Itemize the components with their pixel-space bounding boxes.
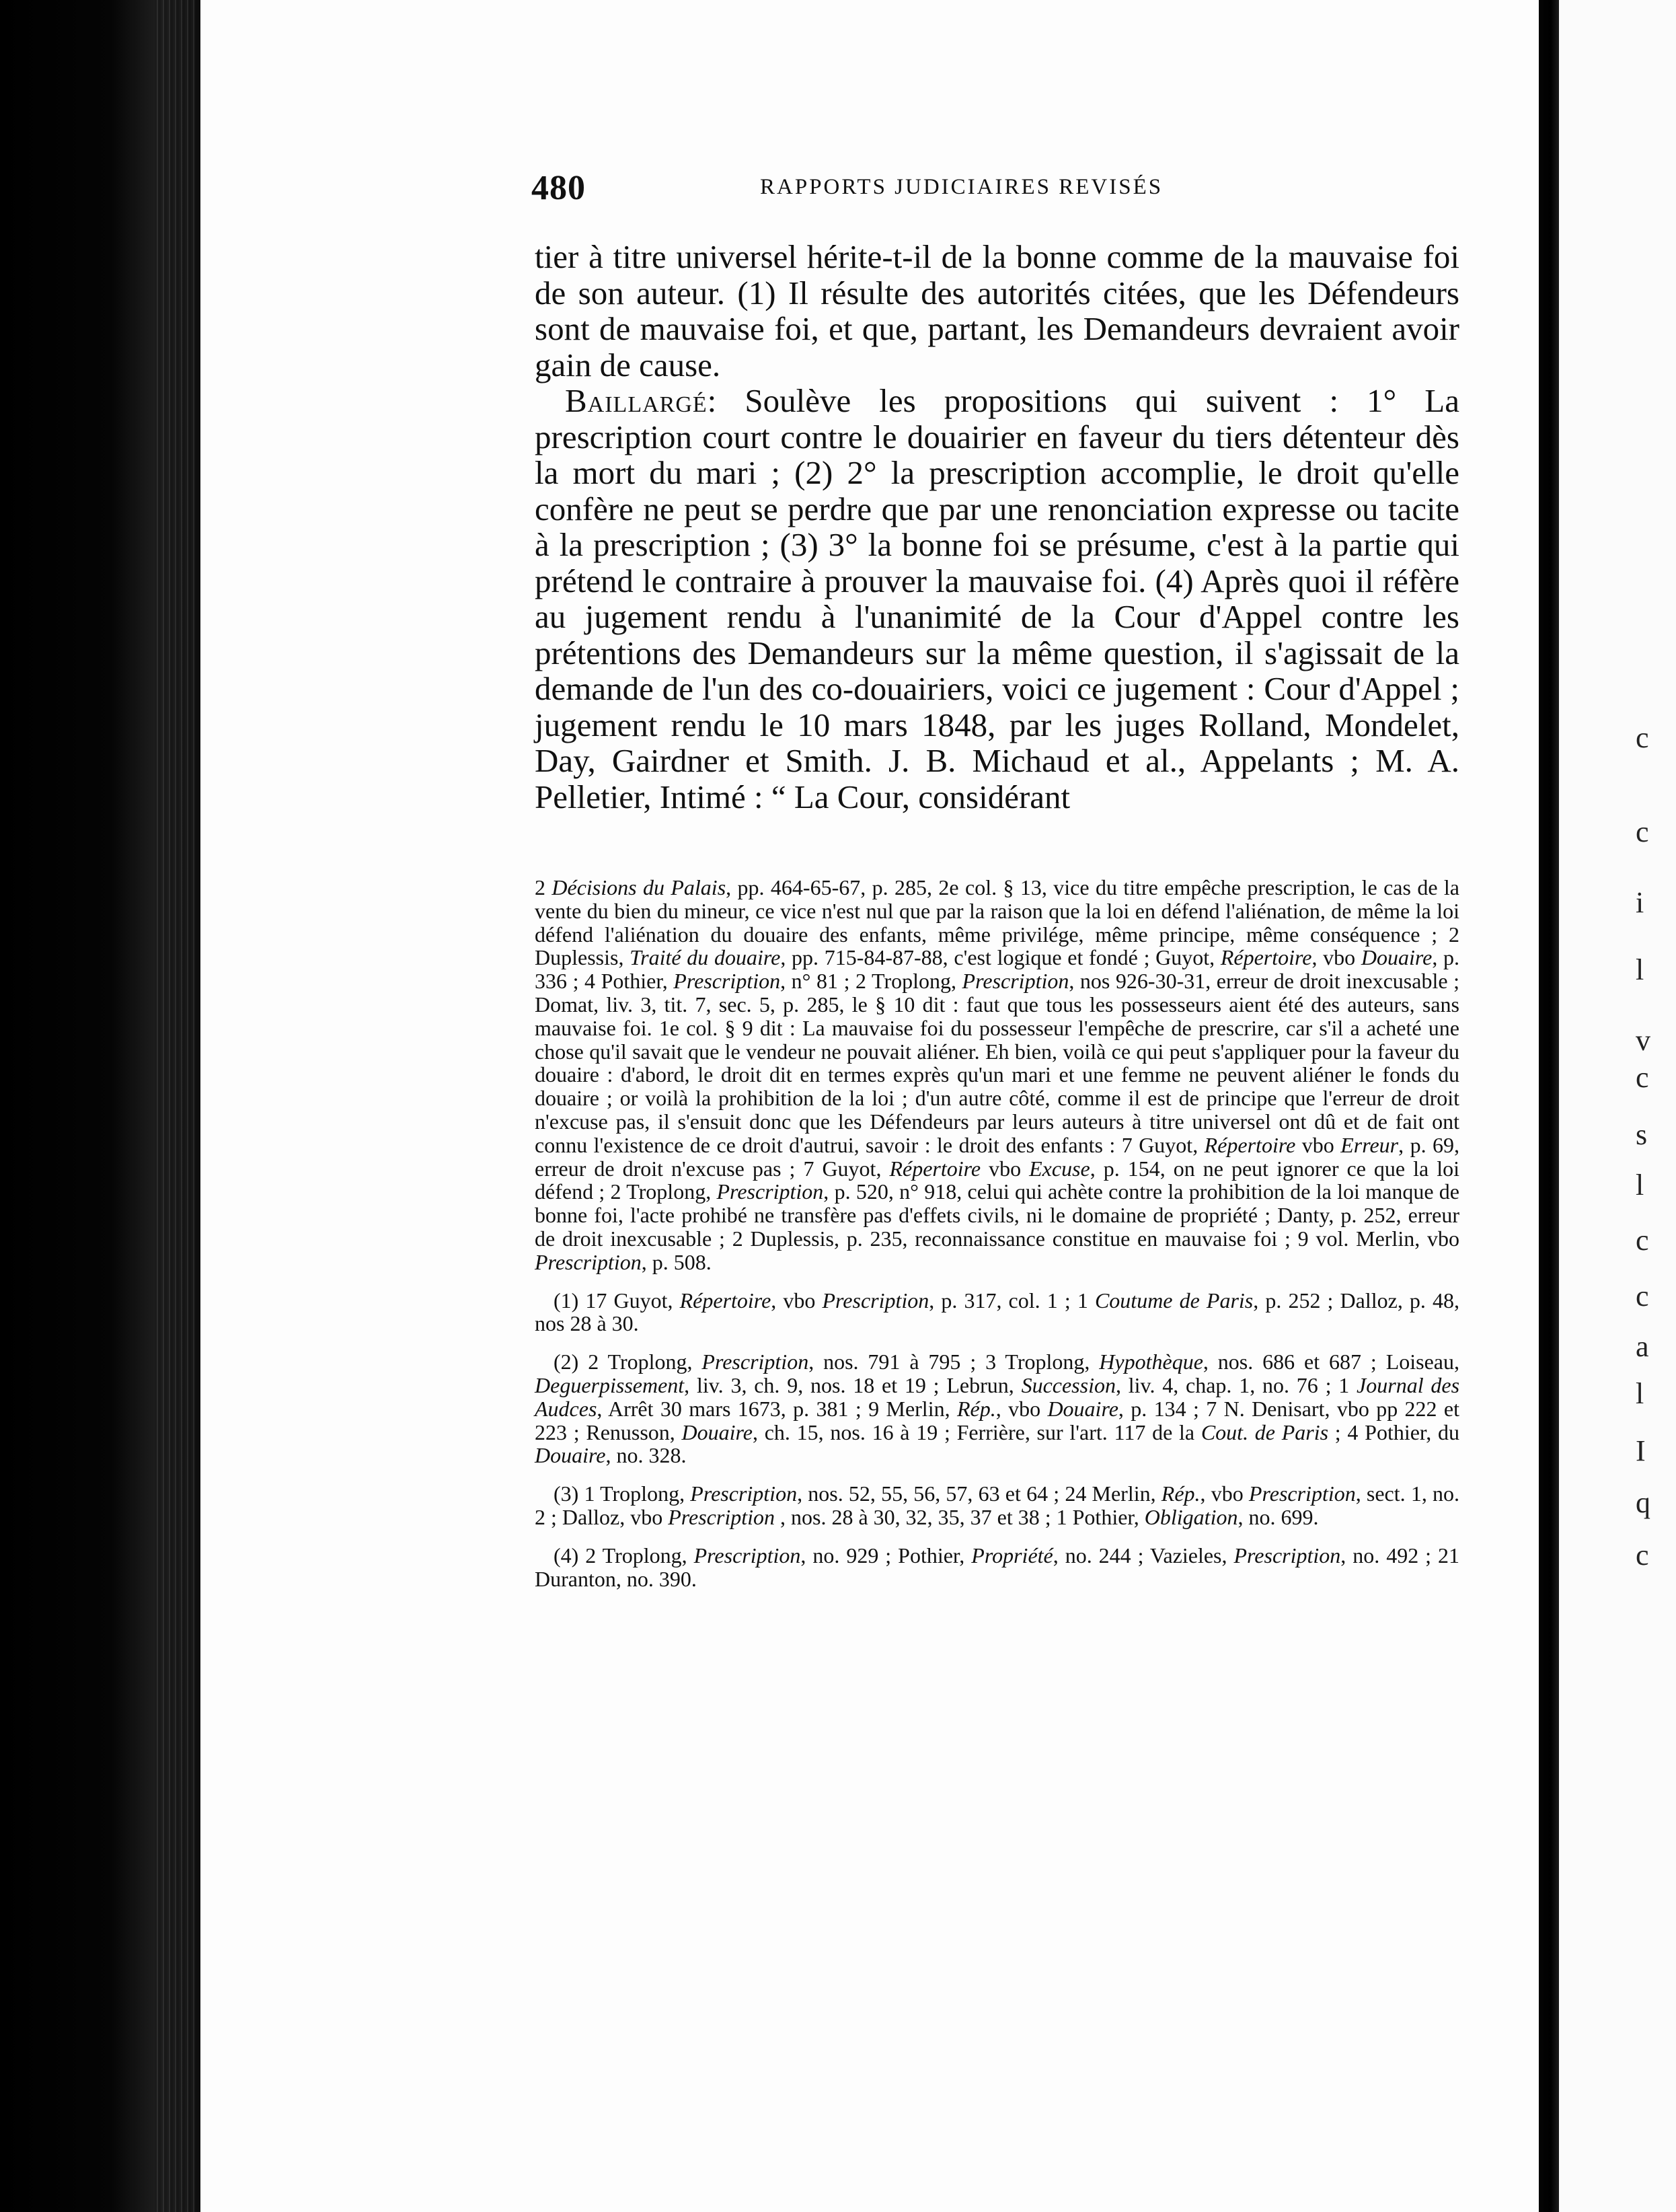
margin-letter: I (1636, 1434, 1646, 1467)
margin-letter: i (1636, 886, 1644, 919)
page-gutter (1539, 0, 1559, 2212)
page-number: 480 (531, 169, 586, 207)
speaker-name: Baillargé (565, 382, 708, 419)
margin-letter: l (1636, 1169, 1644, 1202)
footnote-4: (4) 2 Troplong, Prescription, no. 929 ; Pothier, Propriété, no. 244 ; Vazieles, Prescription, no. 492 ; 21 Duranton, no. 390. (535, 1543, 1460, 1591)
margin-letter: l (1636, 1377, 1644, 1410)
footnote-continuation: 2 Décisions du Palais, pp. 464-65-67, p. 285, 2e col. § 13, vice du titre empêche prescription, le cas de la vente du bien du mineur, ce vice n'est nul que par la raison que la loi en défend l'aliénation, de même la loi défend l'aliénation du douaire des enfants, même privilége, même principe, même conséquence ; 2 Duplessis, Traité du douaire, pp. 715-84-87-88, c'est logique et fondé ; Guyot, Répertoire, vbo Douaire, p. 336 ; 4 Pothier, Prescription, n° 81 ; 2 Troplong, Prescription, nos 926-30-31, erreur de droit inexcusable ; Domat, liv. 3, tit. 7, sec. 5, p. 285, le § 10 dit : faut que tous les possesseurs aient été des auteurs, sans mauvaise foi. 1e col. § 9 dit : La mauvaise foi du possesseur l'empêche de prescrire, car s'il a acheté une chose qu'il savait que le vendeur ne pouvait aliéner. Eh bien, voilà ce qui peut s'appliquer pour la faveur du douaire : d'abord, le droit dit en termes exprès qu'un mari et une femme ne peuvent aliéner le fonds du douaire ; or voilà la prohibition de la loi ; d'un autre côté, comme il est de principe que l'erreur de droit n'excuse pas, il s'ensuit donc que les Défendeurs par leurs auteurs à titre universel ont dû et de fait ont connu l'existence de ce droit d'autrui, savoir : le droit des enfants : 7 Guyot, Répertoire vbo Erreur, p. 69, erreur de droit n'excuse pas ; 7 Guyot, Répertoire vbo Excuse, p. 154, on ne peut ignorer ce que la loi défend ; 2 Troplong, Prescription, p. 520, n° 918, celui qui achète contre la prohibition de la loi manque de bonne foi, l'acte prohibé ne transfère pas d'effets civils, ni le domaine de propriété ; Danty, p. 252, erreur de droit inexcusable ; 2 Duplessis, p. 235, reconnaissance constitue en mauvaise foi ; 9 vol. Merlin, vbo Prescription, p. 508. (535, 875, 1460, 1274)
margin-letter: q (1636, 1486, 1650, 1519)
footnote-2: (2) 2 Troplong, Prescription, nos. 791 à 795 ; 3 Troplong, Hypothèque, nos. 686 et 687 ; Loiseau, Deguerpissement, liv. 3, ch. 9, nos. 18 et 19 ; Lebrun, Succession, liv. 4, chap. 1, no. 76 ; 1 Journal des Audces, Arrêt 30 mars 1673, p. 381 ; 9 Merlin, Rép., vbo Douaire, p. 134 ; 7 N. Denisart, vbo pp 222 et 223 ; Renusson, Douaire, ch. 15, nos. 16 à 19 ; Ferrière, sur l'art. 117 de la Cout. de Paris ; 4 Pothier, du Douaire, no. 328. (535, 1350, 1460, 1468)
book-spine-edge (155, 0, 195, 2212)
footnote-1: (1) 17 Guyot, Répertoire, vbo Prescription, p. 317, col. 1 ; 1 Coutume de Paris, p. 252 ; Dalloz, p. 48, nos 28 à 30. (535, 1288, 1460, 1336)
margin-letter: c (1636, 815, 1649, 848)
body-text (535, 239, 1459, 815)
margin-letter: l (1636, 953, 1644, 986)
page-header (531, 168, 1285, 215)
running-head: RAPPORTS JUDICIAIRES REVISÉS (760, 175, 1164, 199)
footnotes (535, 876, 1459, 1590)
paragraph-1: tier à titre universel hérite-t-il de la bonne comme de la mauvaise foi de son auteur. (1) Il résulte des autorités citées, que les Défendeurs sont de mauvaise foi, et que, partant, les Demandeurs devraient avoir gain de cause. (535, 238, 1459, 383)
margin-letter: s (1636, 1118, 1648, 1151)
margin-letter: c (1636, 1280, 1649, 1313)
margin-letter: a (1636, 1330, 1649, 1363)
margin-letter: c (1636, 721, 1649, 754)
margin-letter: c (1636, 1061, 1649, 1094)
paragraph-2 (535, 383, 1459, 815)
margin-letter: v (1636, 1024, 1650, 1057)
facing-page-letters (1636, 0, 1676, 2212)
paragraph-2-text: : Soulève les propositions qui suivent : 1° La prescription court contre le douairier en faveur du tiers détenteur dès la mort du mari ; (2) 2° la prescription accomplie, le droit qu'elle confère ne peut se perdre que par une renonciation expresse ou tacite à la prescription ; (3) 3° la bonne foi se présume, c'est à la partie qui prétend le contraire à prouver la mauvaise foi. (4) Après quoi il réfère au jugement rendu à l'unanimité de la Cour d'Appel contre les prétentions des Demandeurs sur la même question, il s'agissait de la demande de l'un des co-douairiers, voici ce jugement : Cour d'Appel ; jugement rendu le 10 mars 1848, par les juges Rolland, Mondelet, Day, Gairdner et Smith. J. B. Michaud et al., Appelants ; M. A. Pelletier, Intimé : “ La Cour, considérant (535, 382, 1459, 815)
footnote-3: (3) 1 Troplong, Prescription, nos. 52, 55, 56, 57, 63 et 64 ; 24 Merlin, Rép., vbo Prescription, sect. 1, no. 2 ; Dalloz, vbo Prescription , nos. 28 à 30, 32, 35, 37 et 38 ; 1 Pothier, Obligation, no. 699. (535, 1481, 1460, 1529)
margin-letter: c (1636, 1539, 1649, 1572)
margin-letter: c (1636, 1224, 1649, 1257)
